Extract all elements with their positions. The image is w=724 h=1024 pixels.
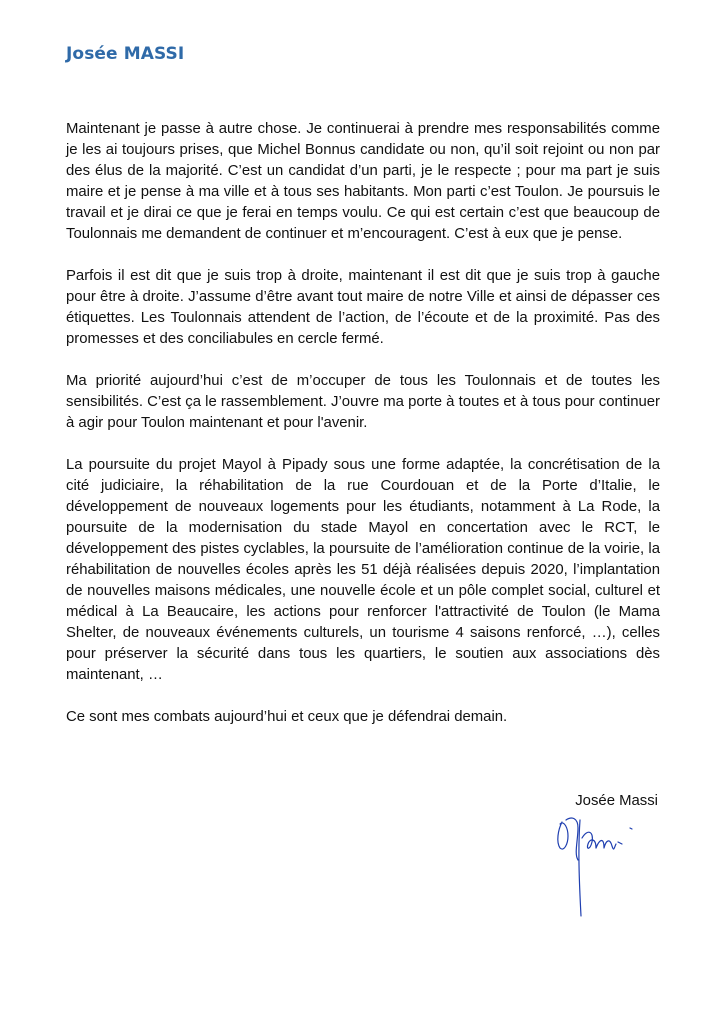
closing-line: Ce sont mes combats aujourd’hui et ceux que je défendrai demain. [66,709,508,725]
handwritten-signature [548,808,648,920]
paragraph-3: Ma priorité aujourd’hui c’est de m’occuper de tous les Toulonnais et de toutes les sensibilités. C’est ça le rassemblement. J’ouvre ma porte à toutes et à tous pour continuer à agir pour Toulon maintenant et pour l'avenir. [66,373,660,431]
paragraph-2: Parfois il est dit que je suis trop à droite, maintenant il est dit que je suis trop à gauche pour être à droite. J’assume d’être avant tout maire de notre Ville et ainsi de dépasser ces étiquettes. Les Toulonnais attendent de l’action, de l’écoute et de la proximité. Pas des promesses et des conciliabules en cercle fermé. [66,268,660,347]
letter-body [66,119,660,728]
author-heading: Josée MASSI [66,44,185,64]
paragraph-1: Maintenant je passe à autre chose. Je continuerai à prendre mes responsabilités comme je les ai toujours prises, que Michel Bonnus candidate ou non, qu’il soit rejoint ou non par des élus de la majorité. C’est un candidat d’un parti, je le respecte ; pour ma part je suis maire et je pense à ma ville et à tous ses habitants. Mon parti c’est Toulon. Je poursuis le travail et je dirai ce que je ferai en temps voulu. Ce qui est certain c’est que beaucoup de Toulonnais me demandent de continuer et m’encouragent. C’est à eux que je pense. [66,121,660,242]
paragraph-4: La poursuite du projet Mayol à Pipady sous une forme adaptée, la concrétisation de la cité judiciaire, la réhabilitation de la rue Courdouan et de la Porte d’Italie, le développement de nouveaux logements pour les étudiants, notamment à La Rode, la poursuite de la modernisation du stade Mayol en concertation avec le RCT, le développement des pistes cyclables, la poursuite de l’amélioration continue de la voirie, la réhabilitation de nouvelles écoles après les 51 déjà réalisées depuis 2020, l’implantation de nouvelles maisons médicales, une nouvelle école et un pôle complet social, culturel et médical à La Beaucaire, les actions pour renforcer l'attractivité de Toulon (le Mama Shelter, de nouveaux événements culturels, un tourisme 4 saisons renforcé, …), celles pour préserver la sécurité dans tous les quartiers, le soutien aux associations dès maintenant, … [66,457,660,683]
signature-name: Josée Massi [575,793,658,809]
